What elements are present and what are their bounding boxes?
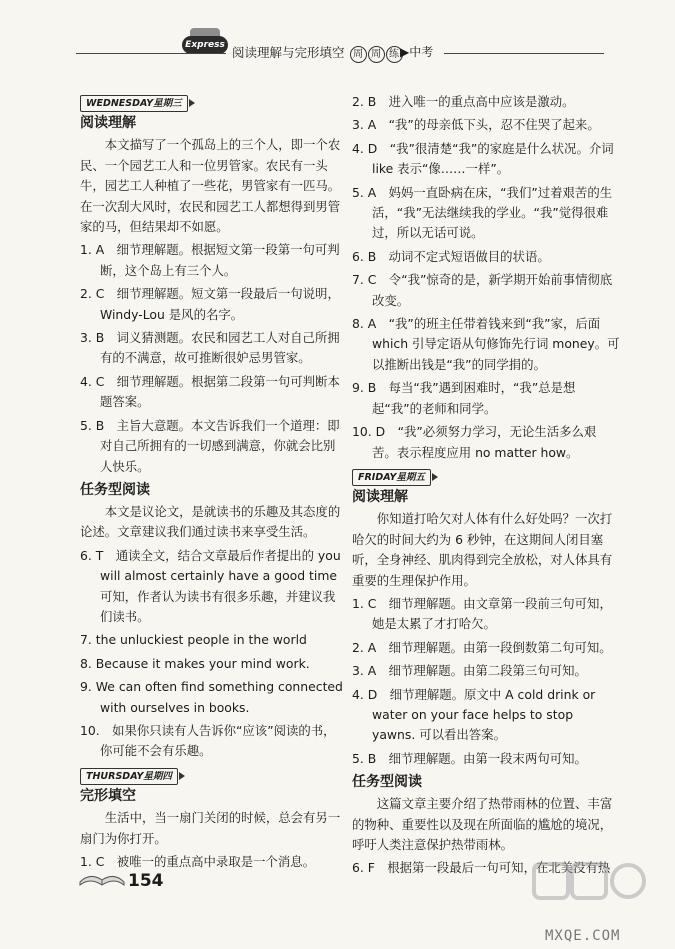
answer-item: 5. A 妈妈一直卧病在床，“我们”过着艰苦的生活，“我”无法继续我的学业。“我”觉得很难过，所以无话可说。 [352, 184, 613, 241]
answer-item: 6. T 通读全文，结合文章最后作者提出的 you will almost certainly have a good time 可知，作者认为读书有很多乐趣，并建议我们读书。 [80, 547, 341, 624]
page-header [0, 0, 675, 78]
day-badge: WEDNESDAY星期三 [80, 95, 188, 112]
answer-item: 3. B 词义猜测题。农民和园艺工人对自己所拥有的不满意，故可推断很妒忌男管家。 [80, 330, 340, 366]
day-badge: THURSDAY星期四 [80, 768, 178, 785]
right-column [352, 92, 620, 882]
level-label: ▶中考 [400, 45, 434, 59]
answer-item: 3. A 细节理解题。由第二段第三句可知。 [352, 663, 587, 679]
answer-item: 8. Because it makes your mind work. [80, 655, 310, 671]
answer-item: 5. B 细节理解题。由第一段末两句可知。 [352, 750, 587, 766]
watermark-logo [532, 858, 647, 930]
section-heading: 任务型阅读 [80, 481, 150, 498]
answer-item: 1. C 被唯一的重点高中录取是一个消息。 [80, 854, 316, 869]
answer-item: 3. A “我”的母亲低下头，忍不住哭了起来。 [352, 117, 600, 133]
page-number: 154 [128, 871, 164, 891]
answer-item: 4. C 细节理解题。根据第二段第一句可判断本题答案。 [80, 373, 340, 410]
section-heading: 阅读理解 [352, 489, 408, 506]
answer-item: 5. B 主旨大意题。本文告诉我们一个道理：即对自己所拥有的一切感到满意，你就会比别人快乐。 [80, 417, 340, 474]
section-heading: 任务型阅读 [352, 774, 422, 791]
answer-item: 1. A 细节理解题。根据短文第一段第一句可判断，这个岛上有三个人。 [80, 242, 340, 278]
left-column [80, 92, 345, 875]
header-rule-right [444, 53, 604, 54]
answer-item: 6. B 动词不定式短语做目的状语。 [352, 248, 550, 264]
answer-item: 4. D 细节理解题。原文中 A cold drink or water on your face helps to stop yawns. 可以看出答案。 [352, 686, 596, 743]
answer-item: 9. B 每当“我”遇到困难时，“我”总是想起“我”的老师和同学。 [352, 380, 576, 416]
circle-char-2: 周 [368, 46, 385, 63]
open-book-icon [78, 868, 126, 888]
answer-item: 10. 如果你只读有人告诉你“应该”阅读的书，你可能不会有乐趣。 [80, 722, 336, 759]
watermark-text: MXQE.COM [545, 928, 621, 944]
answer-item: 10. D “我”必须努力学习，无论生活多么艰苦。表示程度应用 no matter how。 [352, 424, 597, 460]
circle-char-1: 周 [350, 46, 367, 63]
summary-paragraph: 这篇文章主要介绍了热带雨林的位置、丰富的物种、重要性以及现在所面临的尴尬的境况，呼吁人类注意保护热带雨林。 [352, 796, 613, 852]
section-heading: 阅读理解 [80, 115, 136, 132]
day-badge-row [352, 466, 620, 486]
answer-item: 1. C 细节理解题。由文章第一段前三句可知，她是太累了才打哈欠。 [352, 595, 612, 632]
summary-paragraph: 本文描写了一个孤岛上的三个人，即一个农民、一个园艺工人和一位男管家。农民有一头牛，园艺工人种植了一些花，男管家有一匹马。在一次刮大风时，农民和园艺工人都想得到男管家的马，但结果却不如愿。 [80, 137, 341, 235]
summary-paragraph: 生活中，当一扇门关闭的时候，总会有另一扇门为你打开。 [80, 810, 341, 846]
answer-item: 2. B 进入唯一的重点高中应该是激动。 [352, 94, 575, 109]
summary-paragraph: 本文是议论文，是就读书的乐趣及其态度的论述。文章建议我们通过读书来享受生活。 [80, 503, 341, 540]
day-badge: FRIDAY星期五 [352, 469, 431, 486]
book-title [232, 43, 403, 63]
answer-item: 7. the unluckiest people in the world [80, 632, 307, 648]
book-title-text: 阅读理解与完形填空 [232, 45, 345, 60]
section-heading: 完形填空 [80, 788, 136, 805]
series-logo: Express [182, 36, 228, 54]
answer-item: 6. F 根据第一段最后一句可知，在北美没有热 [352, 860, 611, 876]
answer-item: 9. We can often find something connected with ourselves in books. [80, 679, 343, 715]
day-badge-row [80, 765, 345, 785]
summary-paragraph: 你知道打哈欠对人体有什么好处吗？一次打哈欠的时间大约为 6 秒钟，在这期间人闭目塞听，全身神经、肌肉得到完全放松，对人体具有重要的生理保护作用。 [352, 511, 613, 588]
answer-item: 2. A 细节理解题。由第一段倒数第二句可知。 [352, 639, 612, 655]
day-badge-row [80, 92, 345, 112]
answer-item: 2. C 细节理解题。短文第一段最后一句说明，Windy-Lou 是风的名字。 [80, 286, 340, 322]
answer-item: 4. D “我”很清楚“我”的家庭是什么状况。介词 like 表示“像……一样”。 [352, 140, 614, 177]
header-rule-left [76, 53, 226, 54]
answer-item: 8. A “我”的班主任带着钱来到“我”家，后面 which 引导定语从句修饰先行词 money。可以推断出钱是“我”的同学捐的。 [352, 316, 620, 372]
circle-char-3: 练 [386, 46, 403, 63]
answer-item: 7. C 令“我”惊奇的是，新学期开始前事情彻底改变。 [352, 272, 613, 308]
